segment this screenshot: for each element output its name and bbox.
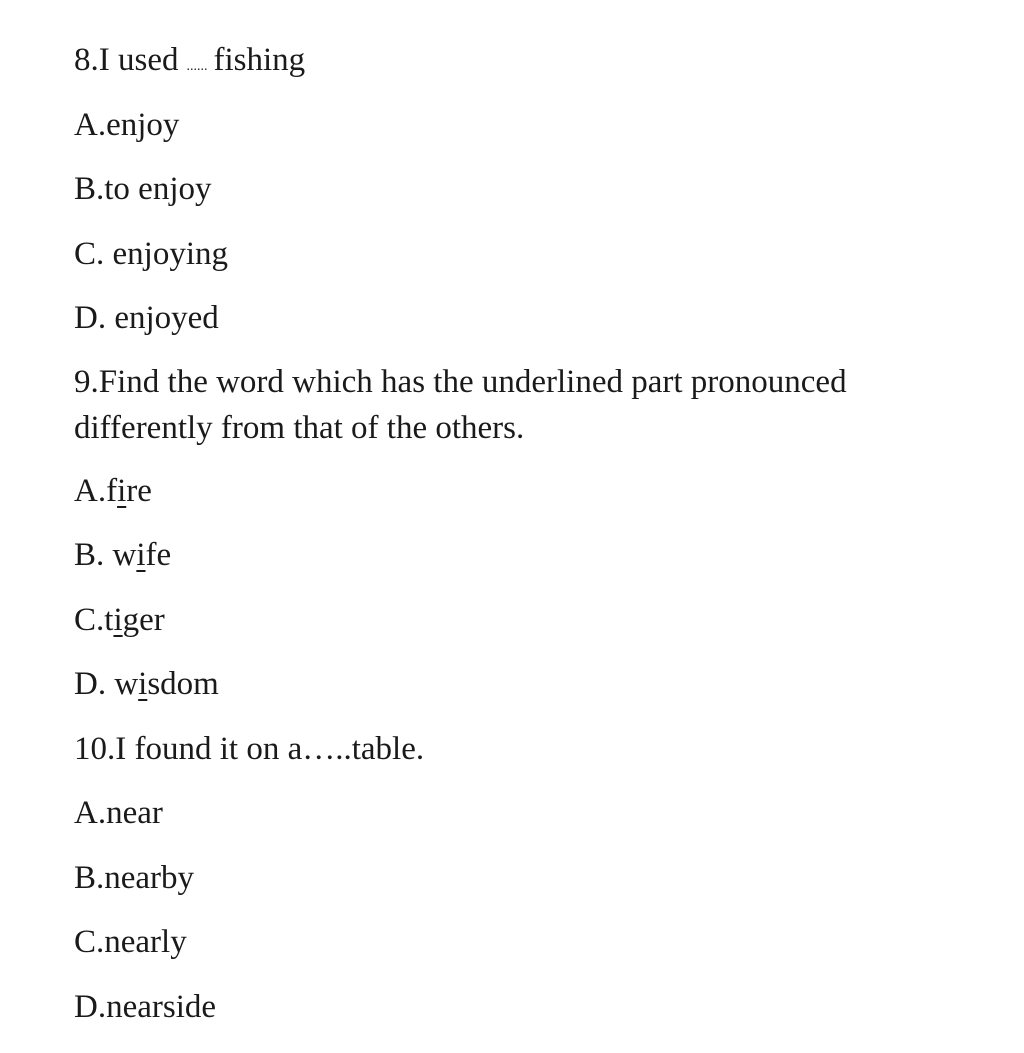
option-prefix: A.f (74, 472, 118, 509)
question-8-option-a: A.enjoy (74, 106, 180, 143)
option-suffix: sdom (147, 666, 219, 702)
option-prefix: D. w (74, 666, 139, 702)
question-9-option-c (74, 600, 954, 640)
question-8-stem-after: fishing (213, 42, 306, 78)
question-8 (74, 40, 954, 80)
question-10-option-c: C.nearly (74, 924, 187, 960)
question-8-option-c: C. enjoying (74, 235, 228, 272)
question-10-stem: 10.I found it on a…..table. (74, 730, 425, 767)
question-10-option-a: A.near (74, 795, 163, 831)
question-10-option-d: D.nearside (74, 988, 217, 1025)
option-suffix: re (126, 472, 152, 509)
option-prefix: B. w (74, 537, 137, 573)
question-9-option-a (74, 471, 954, 511)
question-8-option-b: B.to enjoy (74, 171, 212, 207)
question-8-stem-before: 8.I used (74, 42, 179, 78)
question-8-blank: ...... (186, 59, 208, 74)
underlined-letter: i (138, 666, 148, 702)
underlined-letter: i (136, 537, 146, 573)
question-9-stem: 9.Find the word which has the underlined part pronounced differently from that of the others. (74, 363, 847, 446)
worksheet (74, 40, 954, 1051)
underlined-letter: i (113, 601, 123, 638)
option-suffix: ger (122, 601, 165, 638)
option-suffix: fe (145, 537, 172, 573)
question-10-option-b: B.nearby (74, 859, 195, 896)
question-9-option-b (74, 535, 954, 575)
underlined-letter: i (117, 472, 127, 509)
option-prefix: C.t (74, 601, 114, 638)
question-8-option-d: D. enjoyed (74, 300, 219, 336)
question-9-option-d (74, 664, 954, 704)
